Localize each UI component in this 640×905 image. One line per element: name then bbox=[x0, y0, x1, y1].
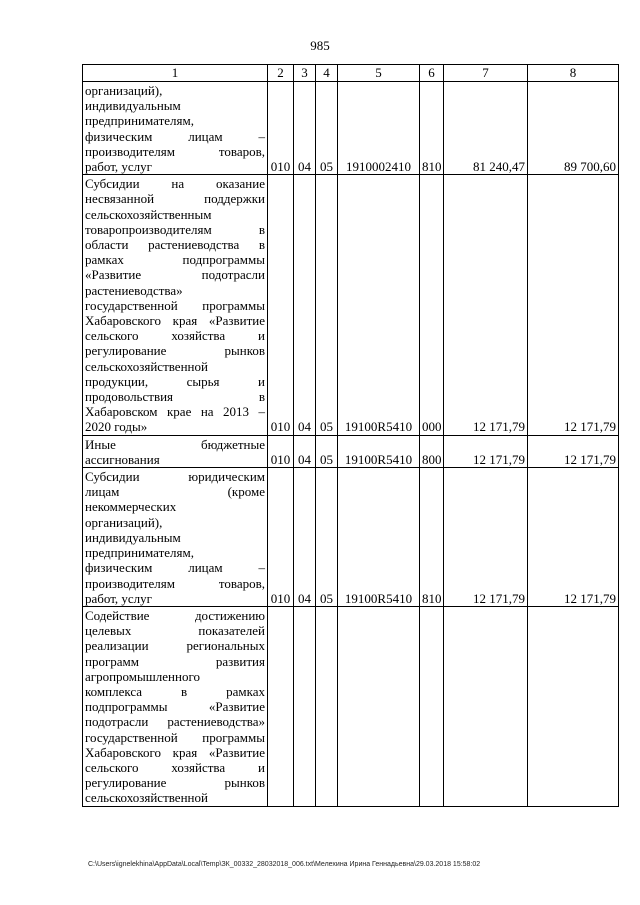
item-name-line: регулирование рынков bbox=[85, 775, 265, 791]
cell-c6: 810 bbox=[420, 468, 444, 607]
cell-c5 bbox=[338, 606, 420, 806]
header-row bbox=[83, 65, 619, 82]
cell-c2 bbox=[268, 606, 294, 806]
table-row bbox=[83, 435, 619, 467]
item-name-line: подотрасли растениеводства» bbox=[85, 714, 265, 730]
cell-c6 bbox=[420, 606, 444, 806]
item-name-line: предпринимателям, bbox=[85, 545, 194, 561]
item-name-line: программ развития bbox=[85, 653, 265, 669]
item-name-line: «Развитие подотрасли bbox=[85, 267, 265, 283]
cell-c8: 12 171,79 bbox=[528, 435, 619, 467]
table-row bbox=[83, 606, 619, 806]
table-row bbox=[83, 82, 619, 175]
item-name-line: сельскохозяйственной bbox=[85, 790, 208, 806]
cell-c4 bbox=[316, 606, 338, 806]
budget-table bbox=[82, 64, 619, 807]
column-header: 1 bbox=[83, 65, 268, 82]
cell-c4: 05 bbox=[316, 82, 338, 175]
item-name-line: Хабаровского края «Развитие bbox=[85, 744, 265, 760]
item-name-line: подпрограммы «Развитие bbox=[85, 699, 265, 715]
cell-c3: 04 bbox=[294, 435, 316, 467]
item-name-line: целевых показателей bbox=[85, 623, 265, 639]
cell-c8: 12 171,79 bbox=[528, 468, 619, 607]
cell-c7 bbox=[444, 606, 528, 806]
cell-c3 bbox=[294, 606, 316, 806]
item-name-line: продукции, сырья и bbox=[85, 373, 265, 389]
item-name-line: товаропроизводителям в bbox=[85, 221, 265, 237]
item-name-line: агропромышленного bbox=[85, 668, 200, 684]
item-name-line: сельскохозяйственным bbox=[85, 206, 212, 222]
item-name-cell bbox=[83, 435, 268, 467]
item-name-line: растениеводства» bbox=[85, 282, 183, 298]
cell-c4: 05 bbox=[316, 468, 338, 607]
page-number: 985 bbox=[310, 38, 330, 53]
item-name-line: Хабаровском крае на 2013 – bbox=[85, 404, 265, 420]
item-name-line: государственной программы bbox=[85, 729, 265, 745]
item-name-line: работ, услуг bbox=[85, 590, 153, 606]
cell-c8: 12 171,79 bbox=[528, 175, 619, 435]
item-name-line: регулирование рынков bbox=[85, 343, 265, 359]
item-name-line: физическим лицам – bbox=[85, 560, 265, 576]
item-name-line: организаций), bbox=[85, 514, 163, 530]
cell-c7: 12 171,79 bbox=[444, 468, 528, 607]
item-name-line: ассигнования bbox=[85, 451, 160, 467]
table-row bbox=[83, 175, 619, 435]
item-name-line: области растениеводства в bbox=[85, 237, 265, 253]
item-name-line: Иные бюджетные bbox=[85, 436, 265, 452]
cell-c6: 000 bbox=[420, 175, 444, 435]
item-name-line: государственной программы bbox=[85, 297, 265, 313]
cell-c5: 19100R5410 bbox=[338, 435, 420, 467]
item-name-line: продовольствия в bbox=[85, 389, 265, 405]
item-name-line: организаций), bbox=[85, 83, 163, 98]
column-header: 4 bbox=[316, 65, 338, 82]
cell-c6: 810 bbox=[420, 82, 444, 175]
column-header: 5 bbox=[338, 65, 420, 82]
item-name-line: индивидуальным bbox=[85, 529, 181, 545]
cell-c5: 19100R5410 bbox=[338, 468, 420, 607]
item-name-line: некоммерческих bbox=[85, 499, 177, 515]
item-name-line: рамках подпрограммы bbox=[85, 252, 265, 268]
cell-c2: 010 bbox=[268, 468, 294, 607]
cell-c7: 12 171,79 bbox=[444, 175, 528, 435]
column-header: 2 bbox=[268, 65, 294, 82]
item-name-line: комплекса в рамках bbox=[85, 683, 265, 699]
cell-c2: 010 bbox=[268, 82, 294, 175]
item-name-line: 2020 годы» bbox=[85, 419, 148, 435]
cell-c5: 1910002410 bbox=[338, 82, 420, 175]
item-name-line: Субсидии на оказание bbox=[85, 176, 265, 192]
cell-c2: 010 bbox=[268, 435, 294, 467]
column-header: 6 bbox=[420, 65, 444, 82]
cell-c8: 89 700,60 bbox=[528, 82, 619, 175]
column-header: 3 bbox=[294, 65, 316, 82]
item-name-line: производителям товаров, bbox=[85, 143, 265, 159]
cell-c2: 010 bbox=[268, 175, 294, 435]
file-path-footer: C:\Users\ignelekhina\AppData\Local\Temp\ЗК_00332_28032018_006.txt\Мелехина Ирина Геннадьевна\29.03.2018 15:58:02 bbox=[88, 861, 481, 868]
item-name-line: предпринимателям, bbox=[85, 113, 194, 129]
item-name-cell bbox=[83, 175, 268, 435]
table-body bbox=[83, 65, 619, 807]
item-name-line: Субсидии юридическим bbox=[85, 469, 265, 485]
cell-c4: 05 bbox=[316, 175, 338, 435]
cell-c3: 04 bbox=[294, 468, 316, 607]
item-name-line: сельскохозяйственной bbox=[85, 358, 208, 374]
column-header: 7 bbox=[444, 65, 528, 82]
column-header: 8 bbox=[528, 65, 619, 82]
item-name-cell bbox=[83, 82, 268, 175]
item-name-cell bbox=[83, 468, 268, 607]
item-name-cell bbox=[83, 606, 268, 806]
item-name-line: реализации региональных bbox=[85, 638, 265, 654]
cell-c3: 04 bbox=[294, 82, 316, 175]
table-row bbox=[83, 468, 619, 607]
cell-c6: 800 bbox=[420, 435, 444, 467]
item-name-line: работ, услуг bbox=[85, 159, 153, 175]
cell-c3: 04 bbox=[294, 175, 316, 435]
item-name-line: индивидуальным bbox=[85, 98, 181, 114]
item-name-line: сельского хозяйства и bbox=[85, 759, 265, 775]
cell-c7: 81 240,47 bbox=[444, 82, 528, 175]
item-name-line: производителям товаров, bbox=[85, 575, 265, 591]
item-name-line: Содействие достижению bbox=[85, 607, 265, 623]
item-name-line: несвязанной поддержки bbox=[85, 191, 265, 207]
cell-c5: 19100R5410 bbox=[338, 175, 420, 435]
item-name-line: физическим лицам – bbox=[85, 128, 265, 144]
cell-c4: 05 bbox=[316, 435, 338, 467]
cell-c8 bbox=[528, 606, 619, 806]
cell-c7: 12 171,79 bbox=[444, 435, 528, 467]
item-name-line: сельского хозяйства и bbox=[85, 328, 265, 344]
item-name-line: лицам (кроме bbox=[85, 484, 265, 500]
item-name-line: Хабаровского края «Развитие bbox=[85, 313, 265, 329]
